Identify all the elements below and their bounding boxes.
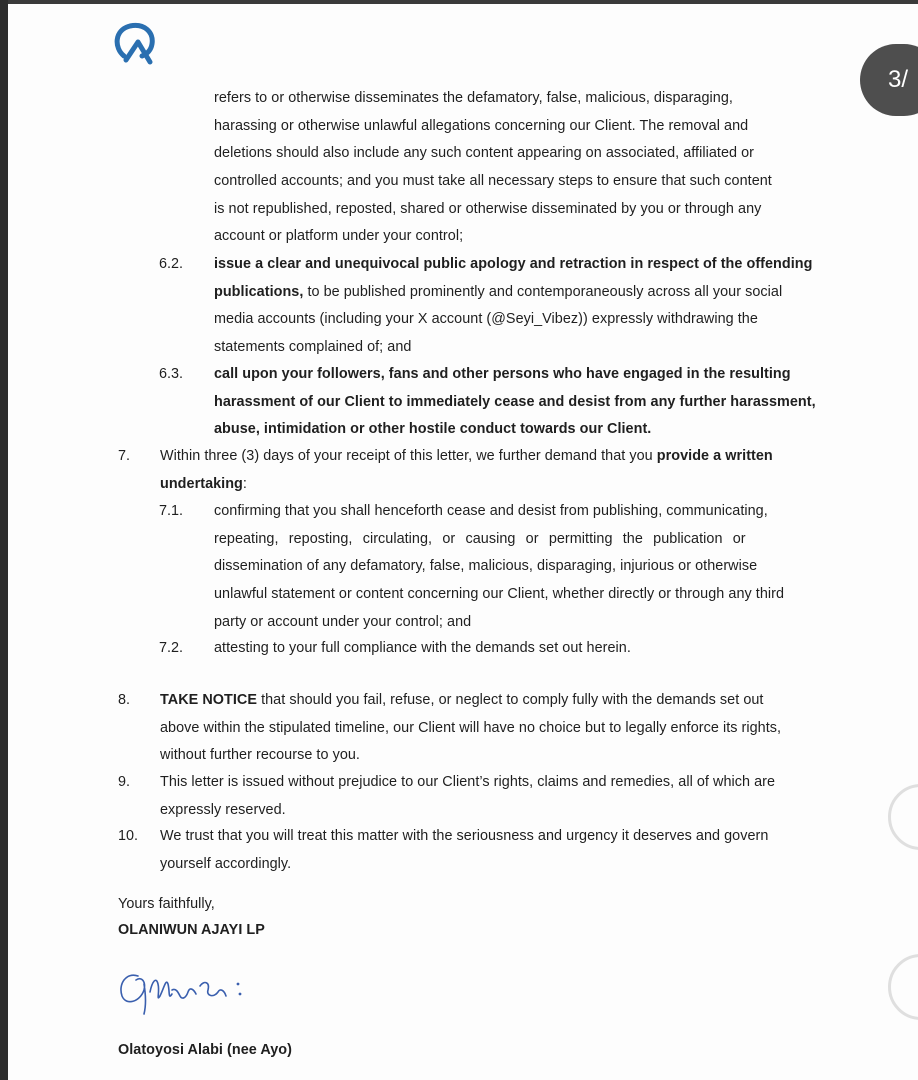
item-number: 7.2.	[159, 640, 184, 656]
text-line: is not republished, reposted, shared or otherwise disseminated by you or through any	[214, 201, 762, 217]
text-line: refers to or otherwise disseminates the defamatory, false, malicious, disparaging,	[214, 90, 733, 106]
text-line: confirming that you shall henceforth cease and desist from publishing, communicating,	[214, 503, 768, 519]
text-line: call upon your followers, fans and other persons who have engaged in the resulting	[214, 366, 791, 382]
text-line: without further recourse to you.	[160, 747, 360, 763]
text-line: abuse, intimidation or other hostile conduct towards our Client.	[214, 421, 652, 437]
text-line: harassing or otherwise unlawful allegations concerning our Client. The removal and	[214, 118, 749, 134]
text-line: expressly reserved.	[160, 802, 286, 818]
bold-text: undertaking	[160, 476, 243, 492]
text-line: unlawful statement or content concerning our Client, whether directly or through any third	[214, 586, 785, 602]
signatory-name: Olatoyosi Alabi (nee Ayo)	[118, 1042, 292, 1058]
text-span: Within three (3) days of your receipt of this letter, we further demand that you	[160, 448, 657, 464]
item-number: 7.1.	[159, 503, 184, 519]
text-span: :	[242, 476, 247, 492]
firm-name: OLANIWUN AJAYI LP	[118, 922, 265, 938]
signature-image	[116, 962, 266, 1032]
bold-text: TAKE NOTICE	[160, 692, 258, 708]
page-indicator-badge: 3/	[860, 44, 918, 116]
text-span: to be published prominently and contemporaneously across all your social	[303, 284, 783, 300]
document-page	[8, 4, 918, 1080]
bold-text: issue a clear and unequivocal public apology and retraction in respect of the offending	[214, 256, 813, 272]
firm-logo-icon	[108, 18, 168, 68]
text-line: repeating, reposting, circulating, or causing or permitting the publication or	[214, 531, 746, 547]
text-line: above within the stipulated timeline, our Client will have no choice but to legally enforce its rights,	[160, 720, 782, 736]
text-line: harassment of our Client to immediately cease and desist from any further harassment,	[214, 394, 816, 410]
text-line: party or account under your control; and	[214, 614, 472, 630]
bold-text: publications,	[214, 284, 304, 300]
overlay-heart-icon	[888, 784, 918, 850]
text-line: account or platform under your control;	[214, 228, 464, 244]
text-line: This letter is issued without prejudice to our Client’s rights, claims and remedies, all of which are	[160, 774, 776, 790]
viewer-left-edge	[0, 0, 8, 1080]
valediction: Yours faithfully,	[118, 896, 215, 912]
text-line: dissemination of any defamatory, false, malicious, disparaging, injurious or otherwise	[214, 558, 758, 574]
bold-text: provide a written	[656, 448, 773, 464]
item-number: 6.3.	[159, 366, 184, 382]
text-line: attesting to your full compliance with the demands set out herein.	[214, 640, 631, 656]
item-number: 7.	[118, 448, 131, 464]
item-number: 8.	[118, 692, 131, 708]
item-number: 6.2.	[159, 256, 184, 272]
item-number: 9.	[118, 774, 131, 790]
overlay-comment-icon	[888, 954, 918, 1020]
text-line: statements complained of; and	[214, 339, 412, 355]
text-line: controlled accounts; and you must take all necessary steps to ensure that such content	[214, 173, 772, 189]
text-span: that should you fail, refuse, or neglect to comply fully with the demands set out	[257, 692, 764, 708]
item-number: 10.	[118, 828, 139, 844]
text-line: media accounts (including your X account (@Seyi_Vibez)) expressly withdrawing the	[214, 311, 758, 327]
text-line: yourself accordingly.	[160, 856, 292, 872]
text-line: We trust that you will treat this matter with the seriousness and urgency it deserves and govern	[160, 828, 769, 844]
text-line: deletions should also include any such content appearing on associated, affiliated or	[214, 145, 754, 161]
